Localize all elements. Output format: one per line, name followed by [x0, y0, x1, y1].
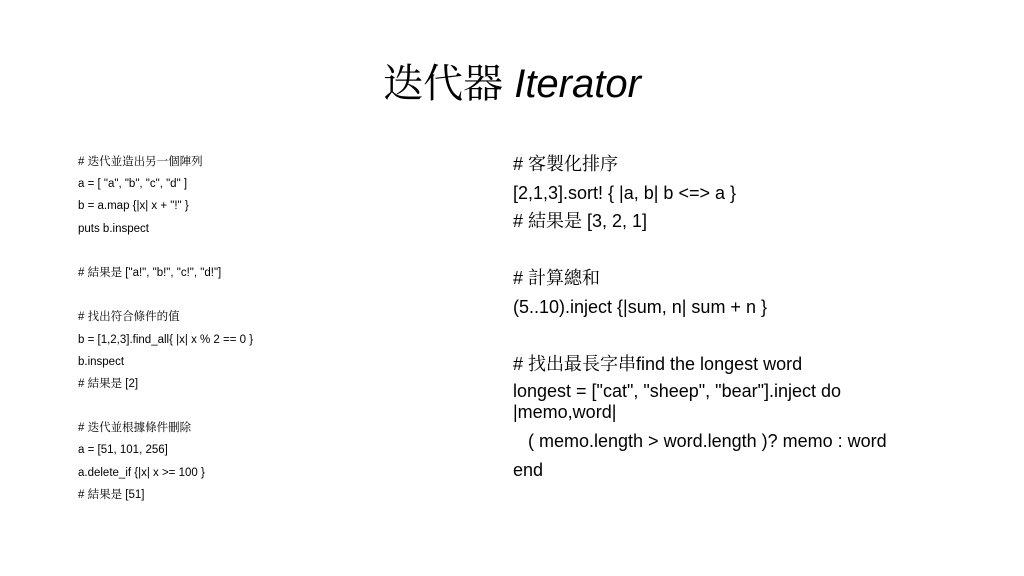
code-line: # 結果是 [51]	[78, 488, 145, 501]
sum-comment: # 計算總和	[513, 268, 601, 288]
blank-line	[78, 395, 478, 417]
code-line: # 迭代並造出另一個陣列	[78, 156, 203, 168]
code-line: a = [51, 101, 256]	[78, 444, 168, 457]
code-line: # 結果是 [2]	[78, 377, 139, 390]
slide-title	[0, 58, 1024, 110]
blank-line	[78, 284, 478, 306]
sort-comment: # 客製化排序	[513, 154, 619, 174]
blank-line	[78, 240, 478, 262]
sort-code: [2,1,3].sort! { |a, b| b <=> a }	[513, 182, 737, 203]
blank-line	[513, 321, 973, 350]
title-chinese: 迭代器	[383, 62, 504, 106]
code-line: a.delete_if {|x| x >= 100 }	[78, 466, 205, 479]
title-english: Iterator	[514, 62, 641, 106]
right-code-block	[513, 150, 973, 484]
longest-end: end	[513, 459, 544, 480]
sum-code: (5..10).inject {|sum, n| sum + n }	[513, 296, 767, 317]
code-line: b = [1,2,3].find_all{ |x| x % 2 == 0 }	[78, 333, 254, 346]
code-line: # 結果是 ["a!", "b!", "c!", "d!"]	[78, 266, 222, 279]
code-line: # 迭代並根據條件刪除	[78, 422, 192, 435]
code-line: a = [ "a", "b", "c", "d" ]	[78, 178, 188, 191]
longest-code: longest = ["cat", "sheep", "bear"].inject do |memo,word|	[513, 381, 842, 422]
code-line: b.inspect	[78, 355, 125, 368]
longest-comment: # 找出最長字串find the longest word	[513, 353, 803, 374]
code-line: # 找出符合條件的值	[78, 311, 180, 324]
left-code-block	[78, 151, 478, 506]
sort-result: # 結果是 [3, 2, 1]	[513, 211, 648, 231]
blank-line	[513, 236, 973, 265]
code-line: puts b.inspect	[78, 222, 149, 235]
code-line: b = a.map {|x| x + "!" }	[78, 200, 189, 213]
longest-body: ( memo.length > word.length )? memo : word	[513, 431, 887, 451]
